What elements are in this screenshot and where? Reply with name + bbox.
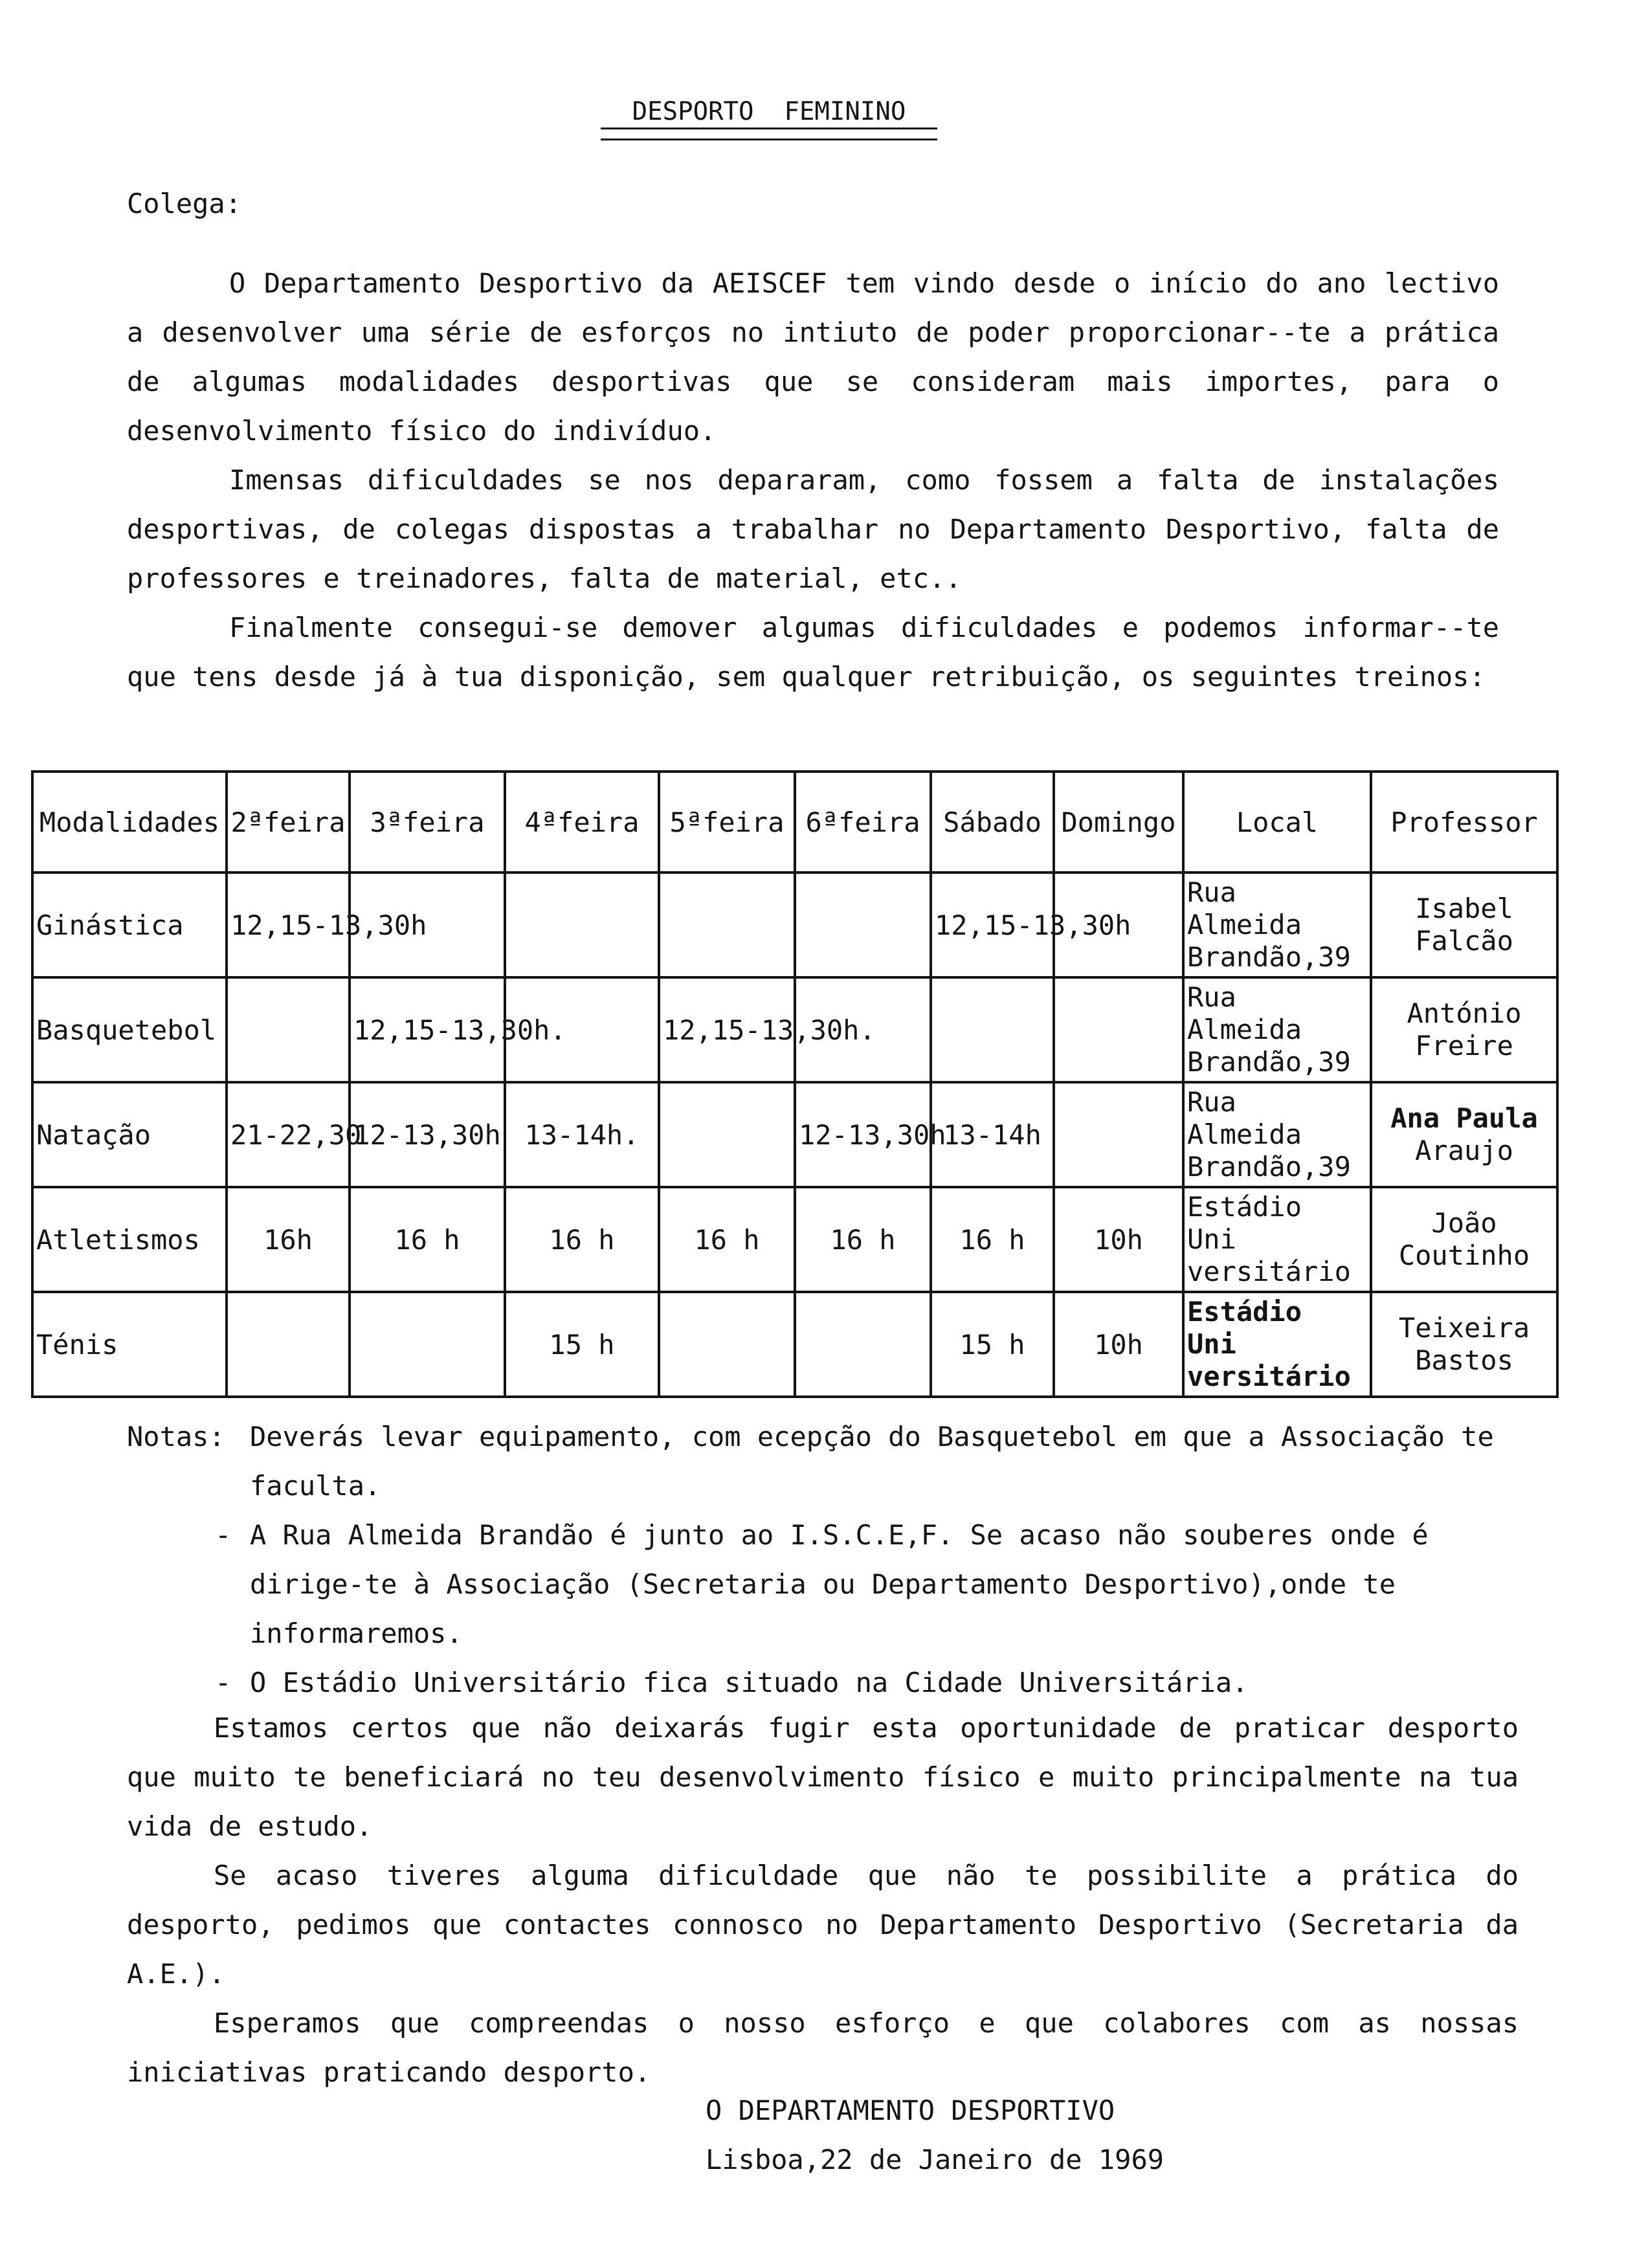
professor-line: João bbox=[1431, 1207, 1497, 1239]
professor-line: Teixeira bbox=[1398, 1312, 1530, 1344]
professor-line: Bastos bbox=[1415, 1344, 1513, 1376]
closing-paragraph: Se acaso tiveres alguma dificuldade que não te possibilite a prática do desporto, pedimos que contactes connosco no Departamento Desportivo (Secretaria da A.E.). bbox=[127, 1860, 1519, 1990]
intro-paragraph: Imensas dificuldades se nos depararam, como fossem a falta de instalações desportivas, de colegas dispostas a trabalhar no Departamento Desportivo, falta de professores e treinadores, falta de material, etc.. bbox=[127, 464, 1499, 594]
modalidade-cell: Ténis bbox=[32, 1292, 227, 1397]
modalidade-cell: Natação bbox=[32, 1082, 227, 1187]
professor-line: Falcão bbox=[1415, 925, 1513, 957]
table-row bbox=[32, 873, 1557, 977]
intro-paragraph: Finalmente consegui-se demover algumas dificuldades e podemos informar--te que tens desde já à tua disponição, sem qualquer retribuição, os seguintes treinos: bbox=[127, 612, 1499, 693]
table-row bbox=[32, 1187, 1557, 1292]
local-line: Estádio Uni bbox=[1187, 1296, 1302, 1360]
header-cell: 4ªfeira bbox=[505, 772, 659, 873]
intro-paragraph: O Departamento Desportivo da AEISCEF tem vindo desde o início do ano lectivo a desenvolver uma série de esforços no intiuto de poder proporcionar--te a prática de algumas modalidades desportivas que se consideram mais importes, para o desenvolvimento físico do indivíduo. bbox=[127, 267, 1499, 447]
closing-paragraph: Esperamos que compreendas o nosso esforço e que colabores com as nossas iniciativas praticando desporto. bbox=[127, 2007, 1519, 2088]
notes-label: Notas: bbox=[127, 1421, 225, 1452]
greeting: Colega: bbox=[127, 188, 242, 219]
local-cell bbox=[1183, 873, 1371, 977]
local-line: versitário bbox=[1187, 1361, 1351, 1392]
local-line: Brandão,39 bbox=[1187, 941, 1351, 973]
schedule-cell bbox=[659, 1292, 795, 1397]
schedule-cell: 16 h bbox=[505, 1187, 659, 1292]
notes-first-item: Deverás levar equipamento, com ecepção do Basquetebol em que a Associação te faculta. bbox=[250, 1421, 1494, 1502]
schedule-cell: 12,15-13,30h bbox=[227, 873, 350, 977]
dash-bullet: - bbox=[215, 1667, 232, 1698]
closing-section bbox=[127, 1704, 1519, 2097]
schedule-cell: 12-13,30h bbox=[350, 1082, 505, 1187]
header-cell: Local bbox=[1183, 772, 1371, 873]
local-line: Rua Almeida bbox=[1187, 981, 1302, 1045]
local-line: versitário bbox=[1187, 1256, 1351, 1287]
schedule-cell: 15 h bbox=[505, 1292, 659, 1397]
schedule-cell bbox=[227, 1292, 350, 1397]
modalidade-cell: Atletismos bbox=[32, 1187, 227, 1292]
schedule-cell bbox=[795, 1292, 931, 1397]
professor-cell bbox=[1371, 1292, 1557, 1397]
schedule-cell: 12-13,30h bbox=[795, 1082, 931, 1187]
schedule-cell: 21-22,30 bbox=[227, 1082, 350, 1187]
header-cell: 6ªfeira bbox=[795, 772, 931, 873]
dash-bullet: - bbox=[215, 1519, 232, 1551]
title-text: DESPORTO FEMININO bbox=[632, 97, 906, 126]
professor-cell bbox=[1371, 977, 1557, 1082]
notes-first-row bbox=[127, 1412, 1538, 1511]
schedule-cell: 12,15-13,30h. bbox=[350, 977, 505, 1082]
local-line: Brandão,39 bbox=[1187, 1151, 1351, 1183]
table-row bbox=[32, 1292, 1557, 1397]
local-line: Brandão,39 bbox=[1187, 1046, 1351, 1078]
notes-list-item bbox=[215, 1658, 1538, 1707]
schedule-cell bbox=[931, 977, 1054, 1082]
professor-cell bbox=[1371, 1187, 1557, 1292]
professor-line: Freire bbox=[1415, 1030, 1513, 1062]
professor-cell bbox=[1371, 873, 1557, 977]
schedule-cell: 16h bbox=[227, 1187, 350, 1292]
local-cell bbox=[1183, 977, 1371, 1082]
schedule-cell: 16 h bbox=[795, 1187, 931, 1292]
header-cell: Modalidades bbox=[32, 772, 227, 873]
professor-line: António bbox=[1407, 997, 1522, 1029]
local-cell bbox=[1183, 1082, 1371, 1187]
header-cell: 5ªfeira bbox=[659, 772, 795, 873]
intro-section bbox=[127, 259, 1499, 702]
schedule-cell bbox=[1054, 977, 1183, 1082]
schedule-cell bbox=[659, 873, 795, 977]
header-cell: 3ªfeira bbox=[350, 772, 505, 873]
local-line: Rua Almeida bbox=[1187, 876, 1302, 940]
professor-line: Coutinho bbox=[1398, 1240, 1530, 1271]
header-cell: Professor bbox=[1371, 772, 1557, 873]
professor-line: Isabel bbox=[1415, 893, 1513, 924]
table-row bbox=[32, 977, 1557, 1082]
professor-cell bbox=[1371, 1082, 1557, 1187]
schedule-cell: 12,15-13,30h. bbox=[659, 977, 795, 1082]
local-line: Estádio Uni bbox=[1187, 1191, 1302, 1255]
table-header-row bbox=[32, 772, 1557, 873]
notes-item-text: O Estádio Universitário fica situado na Cidade Universitária. bbox=[250, 1667, 1249, 1698]
signature: O DEPARTAMENTO DESPORTIVO bbox=[706, 2095, 1115, 2126]
training-schedule-table bbox=[31, 770, 1559, 1398]
schedule-cell bbox=[505, 873, 659, 977]
schedule-cell: 12,15-13,30h bbox=[931, 873, 1054, 977]
local-cell bbox=[1183, 1187, 1371, 1292]
header-cell: 2ªfeira bbox=[227, 772, 350, 873]
notes-item-text: A Rua Almeida Brandão é junto ao I.S.C.E,F. Se acaso não souberes onde é dirige-te à Associação (Secretaria ou Departamento Desportivo),onde te informaremos. bbox=[250, 1519, 1429, 1649]
schedule-cell: 16 h bbox=[931, 1187, 1054, 1292]
table-row bbox=[32, 1082, 1557, 1187]
schedule-cell bbox=[795, 873, 931, 977]
schedule-cell: 15 h bbox=[931, 1292, 1054, 1397]
notes-item-row bbox=[127, 1511, 1538, 1658]
schedule-cell: 10h bbox=[1054, 1187, 1183, 1292]
notes-list-item bbox=[215, 1511, 1538, 1658]
schedule-cell bbox=[350, 1292, 505, 1397]
header-cell: Sábado bbox=[931, 772, 1054, 873]
closing-paragraph: Estamos certos que não deixarás fugir esta oportunidade de praticar desporto que muito te beneficiará no teu desenvolvimento físico e muito principalmente na tua vida de estudo. bbox=[127, 1712, 1519, 1842]
schedule-cell: 16 h bbox=[659, 1187, 795, 1292]
local-cell bbox=[1183, 1292, 1371, 1397]
modalidade-cell: Basquetebol bbox=[32, 977, 227, 1082]
notes-item-row bbox=[127, 1658, 1538, 1707]
date-line: Lisboa,22 de Janeiro de 1969 bbox=[706, 2144, 1164, 2175]
title-double-underline bbox=[601, 128, 937, 140]
schedule-cell bbox=[659, 1082, 795, 1187]
professor-line: Ana Paula bbox=[1390, 1102, 1538, 1134]
header-cell: Domingo bbox=[1054, 772, 1183, 873]
modalidade-cell: Ginástica bbox=[32, 873, 227, 977]
local-line: Rua Almeida bbox=[1187, 1086, 1302, 1150]
schedule-cell: 13-14h. bbox=[505, 1082, 659, 1187]
professor-line: Araujo bbox=[1415, 1135, 1513, 1166]
notes-section bbox=[127, 1412, 1538, 1707]
schedule-cell bbox=[227, 977, 350, 1082]
schedule-cell: 10h bbox=[1054, 1292, 1183, 1397]
schedule-cell: 13-14h bbox=[931, 1082, 1054, 1187]
schedule-cell: 16 h bbox=[350, 1187, 505, 1292]
document-title bbox=[601, 97, 937, 140]
schedule-cell bbox=[1054, 1082, 1183, 1187]
